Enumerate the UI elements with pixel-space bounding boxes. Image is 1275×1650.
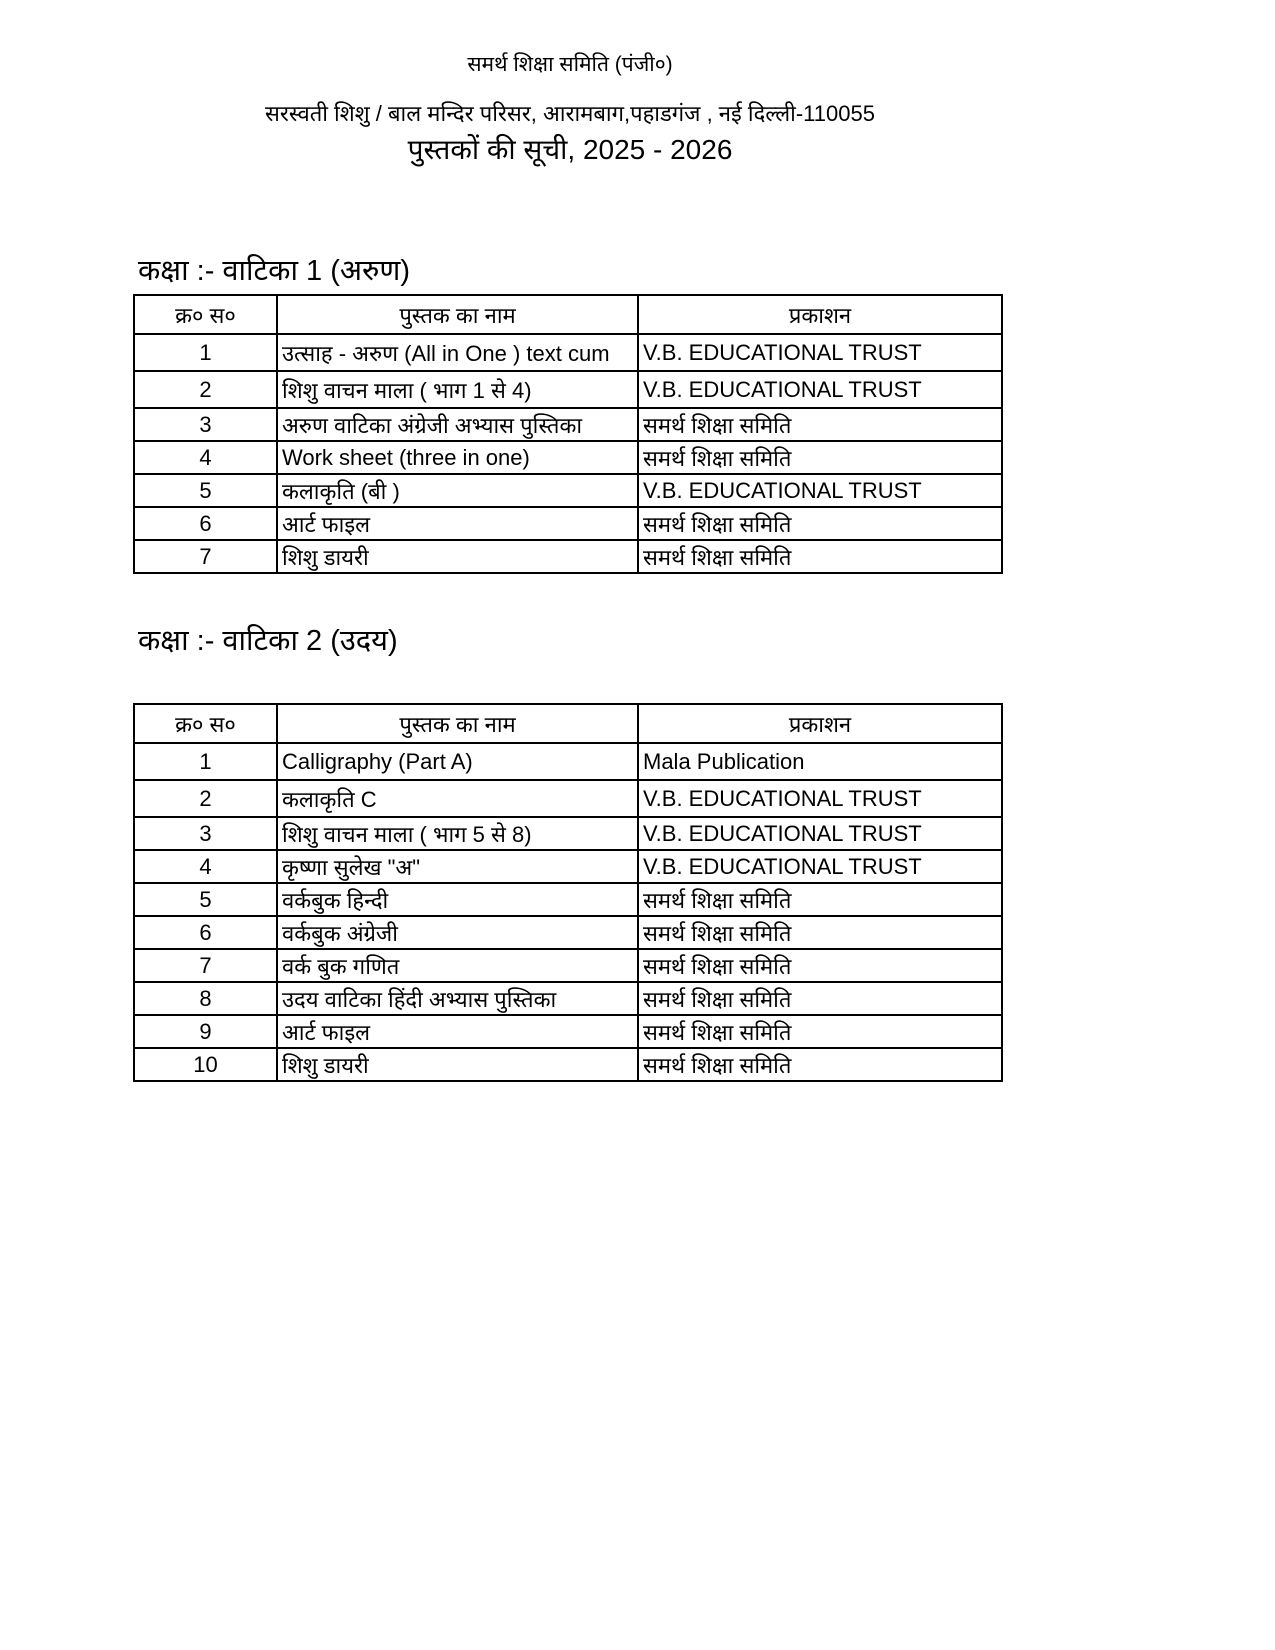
table-row — [134, 408, 1002, 441]
table-row — [134, 540, 1002, 573]
cell-sno: 1 — [134, 743, 277, 780]
cell-publisher: समर्थ शिक्षा समिति — [638, 982, 1002, 1015]
cell-publisher: समर्थ शिक्षा समिति — [638, 408, 1002, 441]
cell-book-name: कलाकृति C — [277, 780, 638, 817]
cell-sno: 3 — [134, 817, 277, 850]
cell-sno: 6 — [134, 507, 277, 540]
cell-publisher: Mala Publication — [638, 743, 1002, 780]
cell-publisher: समर्थ शिक्षा समिति — [638, 1015, 1002, 1048]
cell-book-name: वर्कबुक अंग्रेजी — [277, 916, 638, 949]
cell-publisher: V.B. EDUCATIONAL TRUST — [638, 371, 1002, 408]
cell-sno: 1 — [134, 334, 277, 371]
class2-book-table — [133, 703, 1003, 1082]
cell-sno: 3 — [134, 408, 277, 441]
cell-book-name: वर्क बुक गणित — [277, 949, 638, 982]
cell-sno: 8 — [134, 982, 277, 1015]
cell-sno: 10 — [134, 1048, 277, 1081]
table-row — [134, 883, 1002, 916]
cell-book-name: शिशु डायरी — [277, 540, 638, 573]
cell-book-name: आर्ट फाइल — [277, 507, 638, 540]
table-row — [134, 743, 1002, 780]
table-row — [134, 1015, 1002, 1048]
cell-publisher: V.B. EDUCATIONAL TRUST — [638, 334, 1002, 371]
cell-book-name: शिशु डायरी — [277, 1048, 638, 1081]
organization-address: सरस्वती शिशु / बाल मन्दिर परिसर, आरामबाग,पहाडगंज , नई दिल्ली-110055 — [265, 101, 875, 126]
cell-book-name: Calligraphy (Part A) — [277, 743, 638, 780]
table-row — [134, 1048, 1002, 1081]
cell-sno: 6 — [134, 916, 277, 949]
cell-publisher: समर्थ शिक्षा समिति — [638, 949, 1002, 982]
cell-book-name: Work sheet (three in one) — [277, 441, 638, 474]
table-row — [134, 982, 1002, 1015]
class1-heading: कक्षा :- वाटिका 1 (अरुण) — [138, 255, 410, 287]
table-row — [134, 850, 1002, 883]
cell-book-name: कलाकृति (बी ) — [277, 474, 638, 507]
cell-book-name: कृष्णा सुलेख "अ" — [277, 850, 638, 883]
column-header-book-name: पुस्तक का नाम — [277, 295, 638, 334]
cell-book-name: वर्कबुक हिन्दी — [277, 883, 638, 916]
class1-book-table — [133, 294, 1003, 574]
cell-publisher: समर्थ शिक्षा समिति — [638, 540, 1002, 573]
cell-publisher: V.B. EDUCATIONAL TRUST — [638, 474, 1002, 507]
cell-publisher: V.B. EDUCATIONAL TRUST — [638, 780, 1002, 817]
table-row — [134, 474, 1002, 507]
table-header-row — [134, 295, 1002, 334]
column-header-sno: क्र० स० — [134, 295, 277, 334]
cell-publisher: समर्थ शिक्षा समिति — [638, 441, 1002, 474]
table-row — [134, 371, 1002, 408]
table-row — [134, 780, 1002, 817]
cell-sno: 2 — [134, 780, 277, 817]
cell-book-name: अरुण वाटिका अंग्रेजी अभ्यास पुस्तिका — [277, 408, 638, 441]
cell-sno: 4 — [134, 441, 277, 474]
cell-publisher: V.B. EDUCATIONAL TRUST — [638, 850, 1002, 883]
cell-book-name: उदय वाटिका हिंदी अभ्यास पुस्तिका — [277, 982, 638, 1015]
cell-publisher: समर्थ शिक्षा समिति — [638, 507, 1002, 540]
column-header-sno: क्र० स० — [134, 704, 277, 743]
cell-book-name: उत्साह - अरुण (All in One ) text cum — [277, 334, 638, 371]
cell-book-name: शिशु वाचन माला ( भाग 5 से 8) — [277, 817, 638, 850]
cell-sno: 5 — [134, 474, 277, 507]
page-title: पुस्तकों की सूची, 2025 - 2026 — [407, 134, 733, 165]
cell-sno: 2 — [134, 371, 277, 408]
cell-sno: 5 — [134, 883, 277, 916]
table-row — [134, 916, 1002, 949]
cell-sno: 4 — [134, 850, 277, 883]
cell-book-name: शिशु वाचन माला ( भाग 1 से 4) — [277, 371, 638, 408]
column-header-publisher: प्रकाशन — [638, 295, 1002, 334]
cell-publisher: समर्थ शिक्षा समिति — [638, 916, 1002, 949]
table-row — [134, 949, 1002, 982]
cell-sno: 7 — [134, 540, 277, 573]
table-row — [134, 507, 1002, 540]
class2-heading: कक्षा :- वाटिका 2 (उदय) — [138, 625, 398, 657]
table-row — [134, 817, 1002, 850]
cell-publisher: समर्थ शिक्षा समिति — [638, 883, 1002, 916]
column-header-publisher: प्रकाशन — [638, 704, 1002, 743]
table-row — [134, 441, 1002, 474]
column-header-book-name: पुस्तक का नाम — [277, 704, 638, 743]
organization-name: समर्थ शिक्षा समिति (पंजी०) — [467, 53, 673, 76]
table-row — [134, 334, 1002, 371]
cell-publisher: समर्थ शिक्षा समिति — [638, 1048, 1002, 1081]
cell-sno: 9 — [134, 1015, 277, 1048]
table-header-row — [134, 704, 1002, 743]
cell-publisher: V.B. EDUCATIONAL TRUST — [638, 817, 1002, 850]
cell-sno: 7 — [134, 949, 277, 982]
cell-book-name: आर्ट फाइल — [277, 1015, 638, 1048]
